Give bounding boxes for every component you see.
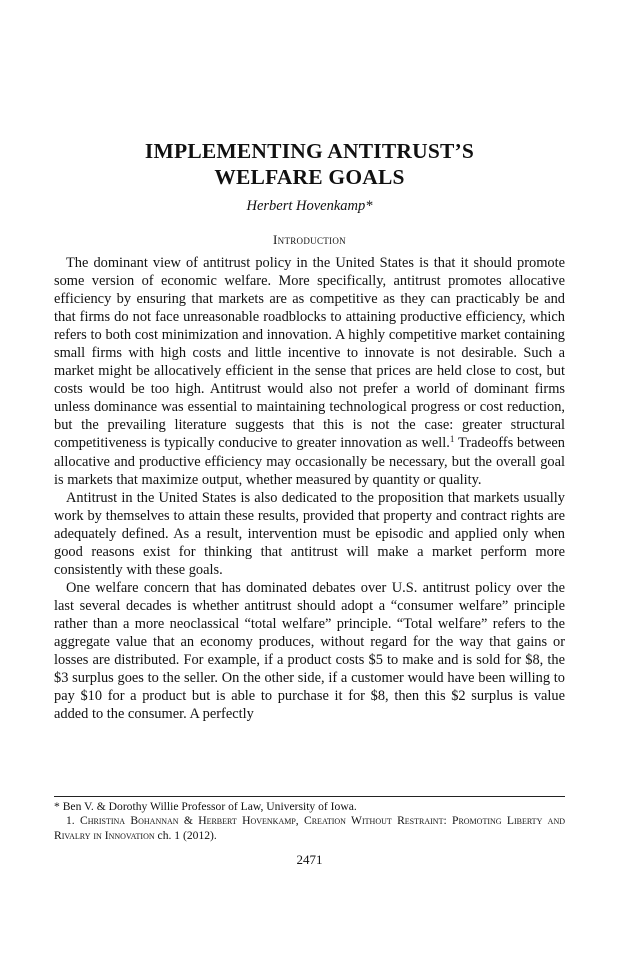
body-paragraph-1 (54, 254, 565, 489)
author-name: Herbert Hovenkamp* (246, 198, 373, 214)
title-line-1: IMPLEMENTING ANTITRUST’S (144, 139, 475, 163)
footnotes (54, 800, 565, 843)
footnote-1 (54, 814, 565, 843)
title-line-2: WELFARE GOALS (214, 165, 405, 189)
footnote-ref-1[interactable]: 1 (449, 434, 455, 445)
footnote-divider (54, 796, 565, 797)
paragraph-1-text-after: Tradeoffs between allocative and productive efficiency may occasionally be necessary, but the overall goal is markets that maximize output, whether measured by quantity or quality. (54, 435, 565, 488)
body-paragraph-3: One welfare concern that has dominated debates over U.S. antitrust policy over the last several decades is whether antitrust should adopt a “consumer welfare” principle rather than a more neoclassical “total welfare” principle. “Total welfare” refers to the aggregate value that an economy produces, without regard for the way that gains or losses are distributed. For example, if a product costs $5 to make and is sold for $8, the $3 surplus goes to the seller. On the other side, if a customer would have been willing to pay $10 for a product but is able to purchase it for $8, then this $2 surplus is value added to the consumer. A perfectly (54, 579, 565, 723)
paragraph-1-text: The dominant view of antitrust policy in the United States is that it should promote some version of economic welfare. More specifically, antitrust promotes allocative efficiency by ensuring that markets are as competitive as they can practicably be and that firms do not face unreasonable roadblocks to attaining productive efficiency, which refers to both cost minimization and innovation. A highly competitive market containing small firms with high costs and little incentive to innovate is not desirable. Such a market might be allocatively efficient in the sense that prices are held close to cost, but costs would be too high. Antitrust would also not prefer a world of dominant firms unless dominance was essential to maintaining technological progress or cost reduction, but the prevailing literature suggests that this is not the case: greater structural competitiveness is typically conducive to greater innovation as well. (54, 255, 565, 452)
article-title (54, 138, 565, 190)
footnote-1-citation: Christina Bohannan & Herbert Hovenkamp, Creation Without Restraint: Promoting Liberty and Rivalry in Innovation (54, 814, 565, 842)
footnote-1-rest: ch. 1 (2012). (154, 828, 217, 842)
article-body (54, 254, 565, 723)
section-heading: Introduction (273, 232, 346, 247)
author-footnote: * Ben V. & Dorothy Willie Professor of Law, University of Iowa. (54, 800, 357, 813)
page-number: 2471 (296, 852, 323, 867)
body-paragraph-2: Antitrust in the United States is also dedicated to the proposition that markets usually work by themselves to attain these results, provided that property and contract rights are adequately defined. As a result, intervention must be episodic and applied only when good reasons exist for thinking that antitrust will make a market perform more consistently with these goals. (54, 489, 565, 578)
footnote-1-number: 1. (66, 814, 75, 828)
